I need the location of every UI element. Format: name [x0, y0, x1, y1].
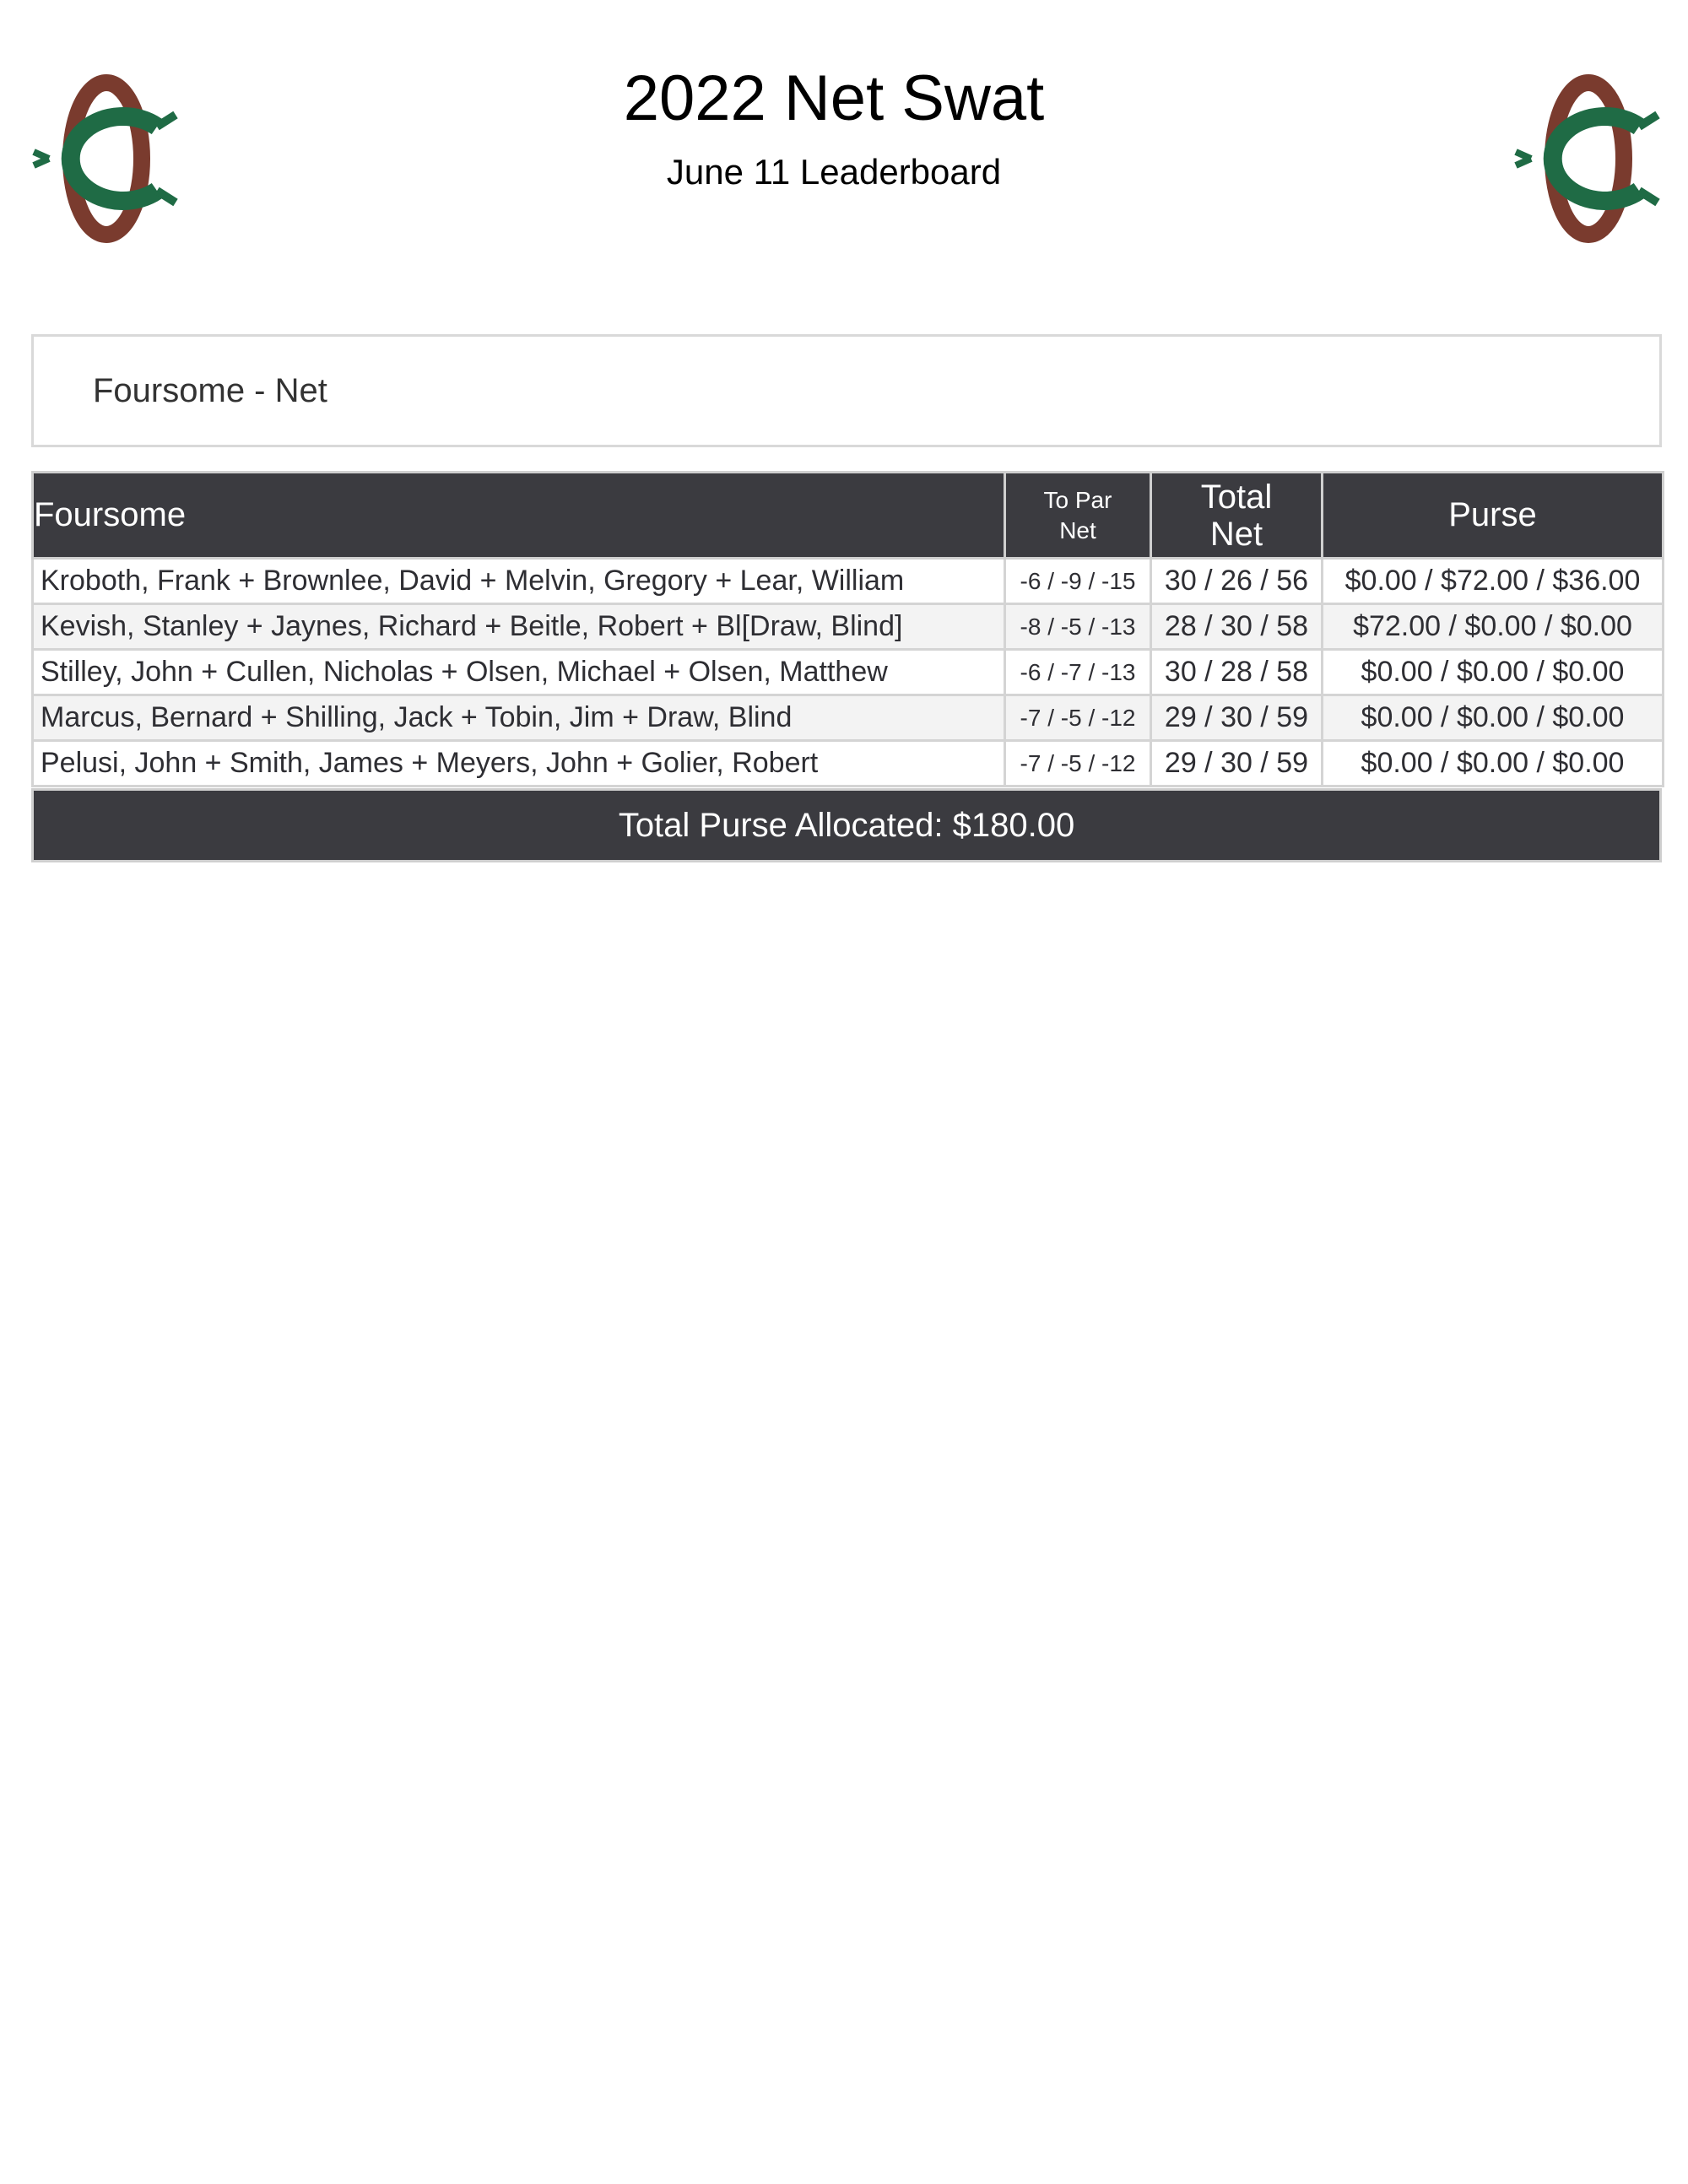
foursome-cell: Marcus, Bernard + Shilling, Jack + Tobin, Jim + Draw, Blind — [33, 695, 1005, 741]
total-net-cell: 30 / 28 / 58 — [1151, 650, 1323, 695]
table-row — [33, 559, 1664, 604]
page-title: 2022 Net Swat — [623, 62, 1045, 134]
foursome-cell: Stilley, John + Cullen, Nicholas + Olsen, Michael + Olsen, Matthew — [33, 650, 1005, 695]
total-net-cell: 29 / 30 / 59 — [1151, 741, 1323, 787]
page-subtitle: June 11 Leaderboard — [666, 152, 1002, 192]
total-net-cell: 29 / 30 / 59 — [1151, 695, 1323, 741]
to-par-net-cell: -8 / -5 / -13 — [1005, 604, 1151, 650]
purse-cell: $0.00 / $0.00 / $0.00 — [1323, 650, 1664, 695]
column-header-to-par-net — [1005, 473, 1151, 559]
to-par-net-cell: -7 / -5 / -12 — [1005, 695, 1151, 741]
column-header-to-par-net-line2: Net — [1059, 516, 1096, 543]
to-par-net-cell: -6 / -7 / -13 — [1005, 650, 1151, 695]
table-row — [33, 695, 1664, 741]
column-header-to-par-net-line1: To Par — [1043, 486, 1112, 513]
section-label: Foursome - Net — [93, 372, 327, 409]
foursome-cell: Pelusi, John + Smith, James + Meyers, John + Golier, Robert — [33, 741, 1005, 787]
total-net-cell: 28 / 30 / 58 — [1151, 604, 1323, 650]
table-row — [33, 604, 1664, 650]
purse-cell: $0.00 / $72.00 / $36.00 — [1323, 559, 1664, 604]
leaderboard-table — [31, 471, 1664, 787]
column-header-total-net-line1: Total — [1200, 478, 1273, 516]
column-header-total-net-line2: Net — [1209, 515, 1263, 553]
purse-cell: $0.00 / $0.00 / $0.00 — [1323, 741, 1664, 787]
to-par-net-cell: -6 / -9 / -15 — [1005, 559, 1151, 604]
table-row — [33, 650, 1664, 695]
column-header-foursome: Foursome — [33, 473, 1005, 559]
purse-cell: $72.00 / $0.00 / $0.00 — [1323, 604, 1664, 650]
to-par-net-cell: -7 / -5 / -12 — [1005, 741, 1151, 787]
foursome-cell: Kevish, Stanley + Jaynes, Richard + Beitle, Robert + Bl[Draw, Blind] — [33, 604, 1005, 650]
table-row — [33, 741, 1664, 787]
column-header-purse: Purse — [1323, 473, 1664, 559]
total-purse-footer: Total Purse Allocated: $180.00 — [31, 788, 1662, 862]
total-net-cell: 30 / 26 / 56 — [1151, 559, 1323, 604]
purse-cell: $0.00 / $0.00 / $0.00 — [1323, 695, 1664, 741]
table-header-row — [33, 473, 1664, 559]
foursome-cell: Kroboth, Frank + Brownlee, David + Melvin, Gregory + Lear, William — [33, 559, 1005, 604]
section-header — [31, 334, 1662, 447]
column-header-total-net — [1151, 473, 1323, 559]
